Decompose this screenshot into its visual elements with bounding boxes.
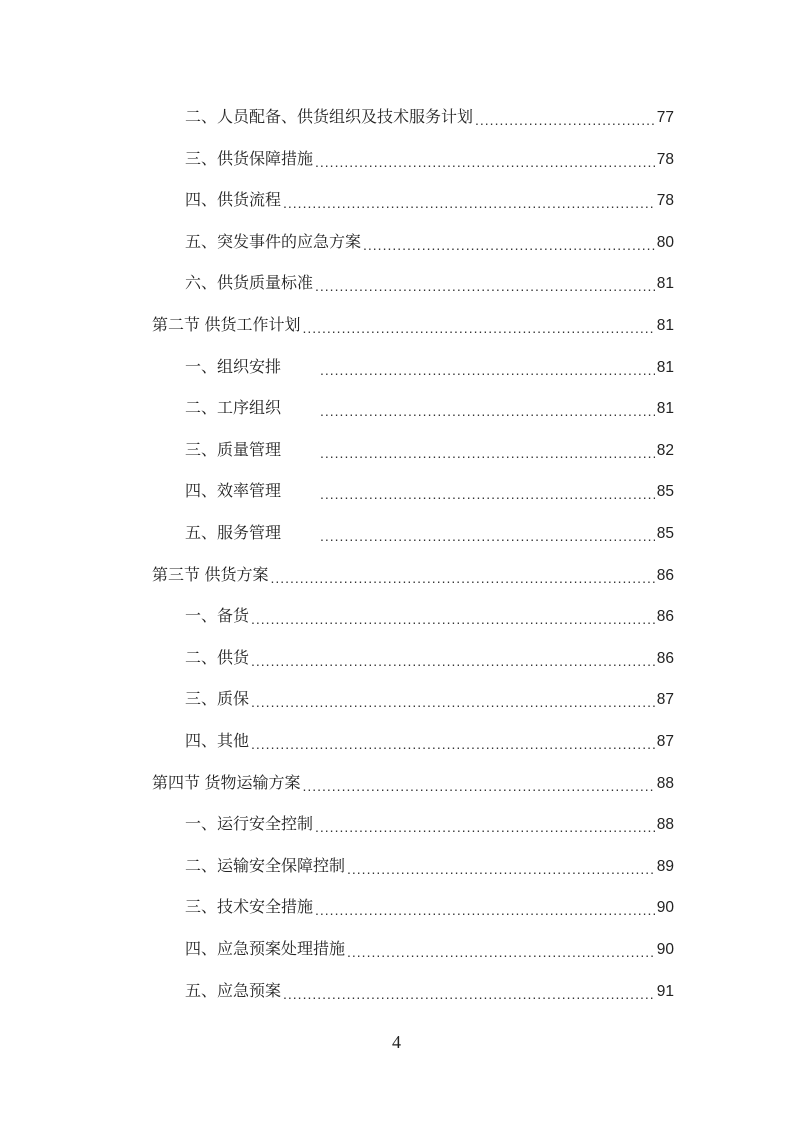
toc-entry-page: 87 — [656, 733, 674, 750]
toc-entry-page: 85 — [656, 483, 674, 501]
toc-entry[interactable] — [185, 980, 674, 1004]
toc-entry-page: 86 — [656, 608, 674, 626]
toc-entry-label: 一、运行安全控制 — [185, 816, 314, 834]
toc-entry-label: 六、供货质量标准 — [185, 275, 314, 293]
toc-entry-page: 78 — [656, 150, 674, 168]
toc-entry[interactable] — [185, 231, 674, 255]
dot-leader — [347, 859, 655, 879]
dot-leader — [315, 152, 655, 172]
toc-entry[interactable] — [185, 730, 674, 754]
dot-leader — [251, 609, 655, 629]
dot-leader — [320, 526, 655, 546]
toc-entry-page: 81 — [656, 275, 674, 293]
dot-leader — [315, 817, 655, 837]
toc-entry-label: 三、技术安全措施 — [185, 899, 314, 917]
toc-entry[interactable] — [185, 605, 674, 629]
toc-entry-page: 80 — [656, 233, 674, 251]
toc-entry-page: 89 — [656, 857, 674, 875]
dot-leader — [251, 692, 655, 712]
toc-entry-label: 一、备货 — [185, 608, 250, 626]
toc-entry[interactable] — [185, 189, 674, 213]
toc-entry-page: 87 — [656, 691, 674, 709]
dot-leader — [270, 568, 654, 588]
toc-entry[interactable] — [185, 439, 674, 463]
toc-entry-page: 82 — [656, 441, 674, 459]
toc-entry-page: 85 — [656, 525, 674, 542]
toc-entry-label: 三、质保 — [185, 691, 250, 709]
toc-entry-label: 四、效率管理 — [185, 483, 282, 501]
toc-entry-label: 五、应急预案 — [185, 982, 282, 1000]
toc-entry[interactable] — [185, 896, 674, 920]
toc-entry-label: 二、工序组织 — [185, 400, 282, 418]
toc-entry[interactable] — [185, 647, 674, 671]
toc-entry-label: 四、其他 — [185, 733, 250, 750]
toc-entry-page: 81 — [656, 317, 674, 334]
toc-entry-label: 第四节 货物运输方案 — [152, 774, 301, 792]
dot-leader — [283, 984, 655, 1004]
toc-entry-page: 90 — [656, 941, 674, 958]
dot-leader — [315, 900, 655, 920]
toc-entry-label: 二、供货 — [185, 649, 250, 667]
toc-entry[interactable] — [185, 688, 674, 712]
toc-section-entry[interactable] — [152, 564, 674, 588]
toc-entry-page: 86 — [656, 566, 674, 584]
toc-entry-page: 86 — [656, 649, 674, 667]
dot-leader — [320, 484, 655, 504]
toc-entry-page: 90 — [656, 899, 674, 917]
toc-entry[interactable] — [185, 356, 674, 380]
toc-entry-page: 77 — [656, 109, 674, 126]
dot-leader — [320, 401, 655, 421]
dot-leader — [475, 110, 655, 130]
toc-section-entry[interactable] — [152, 772, 674, 796]
toc-entry-label: 四、应急预案处理措施 — [185, 941, 346, 958]
dot-leader — [283, 193, 655, 213]
toc-entry-label: 三、供货保障措施 — [185, 150, 314, 168]
dot-leader — [251, 651, 655, 671]
dot-leader — [320, 443, 655, 463]
toc-entry[interactable] — [185, 813, 674, 837]
toc-entry-label: 第二节 供货工作计划 — [152, 317, 301, 334]
toc-entry-label: 三、质量管理 — [185, 441, 282, 459]
toc-entry-page: 88 — [656, 774, 674, 792]
toc-entry-label: 一、组织安排 — [185, 358, 282, 376]
toc-entry[interactable] — [185, 938, 674, 962]
toc-entry-page: 88 — [656, 816, 674, 834]
toc-entry-label: 四、供货流程 — [185, 192, 282, 210]
toc-entry-label: 五、突发事件的应急方案 — [185, 233, 362, 251]
dot-leader — [302, 776, 654, 796]
toc-entry-label: 第三节 供货方案 — [152, 566, 269, 584]
toc-entry-page: 81 — [656, 400, 674, 418]
toc-entry[interactable] — [185, 522, 674, 546]
toc-entry[interactable] — [185, 397, 674, 421]
dot-leader — [363, 235, 655, 255]
dot-leader — [315, 276, 655, 296]
toc-entry-label: 二、人员配备、供货组织及技术服务计划 — [185, 109, 474, 126]
toc-entry[interactable] — [185, 272, 674, 296]
dot-leader — [320, 360, 655, 380]
toc-entry-page: 91 — [656, 982, 674, 1000]
dot-leader — [302, 318, 654, 338]
toc-entry[interactable] — [185, 480, 674, 504]
toc-entry-page: 78 — [656, 192, 674, 210]
dot-leader — [251, 734, 655, 754]
toc-entry[interactable] — [185, 106, 674, 130]
toc-entry[interactable] — [185, 855, 674, 879]
toc-entry-label: 二、运输安全保障控制 — [185, 857, 346, 875]
toc-entry-label: 五、服务管理 — [185, 525, 282, 542]
dot-leader — [347, 942, 655, 962]
toc-entry[interactable] — [185, 148, 674, 172]
page-number: 4 — [392, 1032, 401, 1052]
toc-section-entry[interactable] — [152, 314, 674, 338]
toc-entry-page: 81 — [656, 358, 674, 376]
